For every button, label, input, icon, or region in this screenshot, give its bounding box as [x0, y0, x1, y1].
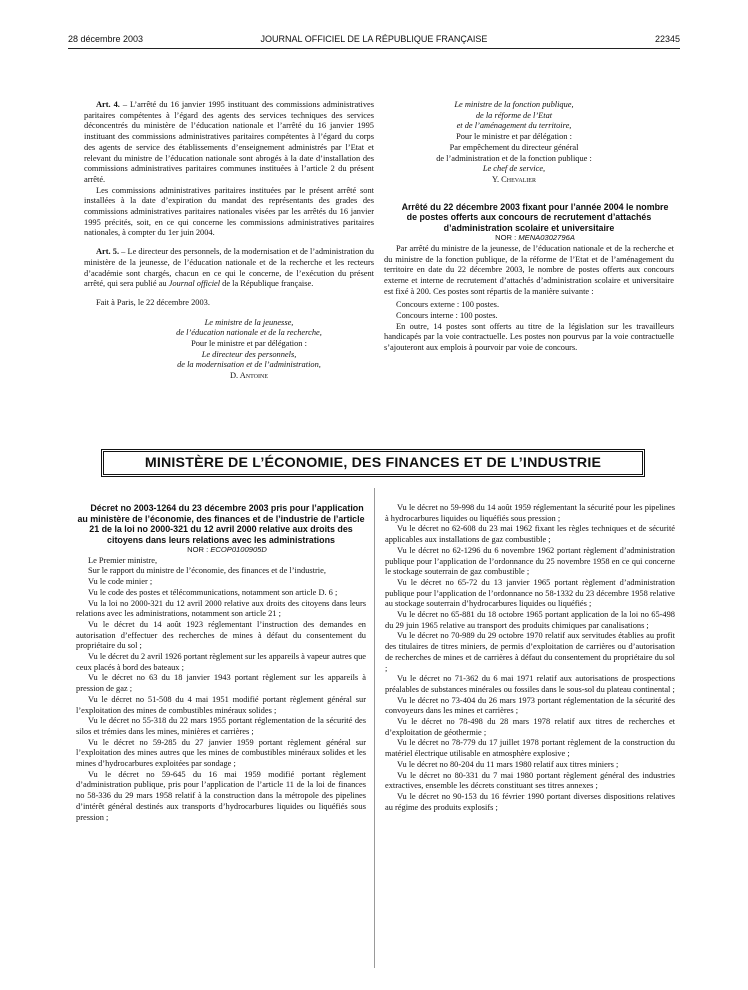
- visa-paragraph: Vu le décret du 2 avril 1926 portant règlement sur les appareils à vapeur autres que ceux placés à bord des bateaux ;: [76, 652, 366, 672]
- visa-paragraph: Vu le décret no 55-318 du 22 mars 1955 portant réglementation de la sécurité des silos et trémies dans les mines, minières et carrières ;: [76, 716, 366, 736]
- decret-visas-left: [76, 556, 366, 824]
- visa-paragraph: Vu le décret no 90-153 du 16 février 1990 portant diverses dispositions relatives au régime des produits explosifs ;: [385, 791, 675, 812]
- visa-paragraph: Vu le décret no 80-204 du 11 mars 1980 relatif aux titres miniers ;: [397, 759, 619, 769]
- article-4-text: – L’arrêté du 16 janvier 1995 instituant des commissions administratives paritaires compétentes à l’égard des agents des services techniques des services déconcentrés du ministère de l’éducation nationale et l’arrêté du 16 janvier 1995 instituant des commissions administratives paritaires compétentes à l’égard du corps des agents de service des établissements d’enseignement administrés par l’Etat et relevant du ministre de l’éducation nationale sont abrogés à la date d’installation des commissions administratives paritaires communes instituées à l’article 2 du présent arrêté.: [84, 100, 374, 184]
- article-4-paragraph-2: Les commissions administratives paritaires instituées par le présent arrêté sont installées à la date d’expiration du mandat des représentants des grades des commissions administratives paritaires nationales visées par les arrêtés du 16 janvier 1995 précités, soit, en ce qui concerne les commissions administratives paritaires nationales, à compter du 1er juin 2004.: [84, 185, 374, 238]
- bottom-left-column: [76, 503, 366, 823]
- article-5-end: de la République française.: [220, 279, 314, 289]
- bottom-right-column: [385, 503, 675, 813]
- arrete-paragraph: En outre, 14 postes sont offerts au titre de la législation sur les travailleurs handicapés par la voie contractuelle. Les postes non pourvus par la voie contractuelle s’ajouteront aux emplois à pourvoir par voie de concours.: [384, 321, 674, 353]
- arrete-title: Arrêté du 22 décembre 2003 fixant pour l’année 2004 le nombre de postes offerts aux concours de recrutement d’attachés d’administration scolaire et universitaire: [401, 201, 669, 233]
- ministry-banner: MINISTÈRE DE L’ÉCONOMIE, DES FINANCES ET DE L’INDUSTRIE: [101, 449, 645, 477]
- signature-line: Par empêchement du directeur général: [449, 142, 579, 152]
- visa-paragraph: Vu le décret no 70-989 du 29 octobre 1970 relatif aux servitudes établies au profit des titulaires de titres miniers, de permis d’exploitation de carrières ou d’autorisation de recherches de mines et de carrières à défaut du consentement du propriétaire du sol ;: [385, 631, 675, 673]
- visa-paragraph: Vu le décret no 80-331 du 7 mai 1980 portant règlement général des industries extractives, ensemble les décrets constituant ses titres annexes ;: [385, 770, 675, 791]
- visa-paragraph: Vu le décret no 65-72 du 13 janvier 1965 portant règlement d’administration publique pour l’application de l’ordonnance no 58-1332 du 23 décembre 1958 relative au stockage souterrain d’hydrocarbures liquides ou liquéfiés ;: [385, 577, 675, 609]
- article-5-text: – Le directeur des personnels, de la modernisation et de l’administration du ministère de la jeunesse, de l’éducation nationale et de la recherche et les recteurs d’académie sont chargés, chacun en ce qui le concerne, de l’exécution du présent arrêté, qui sera publié au: [84, 247, 374, 289]
- page-header: [68, 34, 680, 48]
- column-divider: [374, 488, 375, 968]
- visa-paragraph: Vu le décret no 73-404 du 26 mars 1973 portant réglementation de la sécurité des convoyeurs dans les mines et carrières ;: [385, 695, 675, 716]
- signature-line: Le chef de service,: [482, 164, 546, 174]
- header-page-number: 22345: [654, 34, 680, 44]
- nor-label: NOR :: [495, 233, 519, 243]
- signature-block-right: [384, 100, 674, 186]
- arrete-nor: [384, 233, 674, 244]
- signature-line: Le ministre de la fonction publique,: [454, 100, 574, 109]
- signature-line: de la modernisation et de l’administration,: [177, 360, 321, 370]
- visa-paragraph: Vu le décret no 59-998 du 14 août 1959 réglementant la sécurité pour les pipelines à hydrocarbures liquides ou liquéfiés sous pression ;: [385, 503, 675, 523]
- header-date: 28 décembre 2003: [68, 34, 144, 44]
- visa-paragraph: Vu le décret no 78-498 du 28 mars 1978 relatif aux titres de recherches et d’exploitation de géothermie ;: [385, 717, 675, 737]
- signature-line: de la réforme de l’Etat: [475, 110, 553, 120]
- header-journal-title: JOURNAL OFFICIEL DE LA RÉPUBLIQUE FRANÇAISE: [260, 34, 488, 44]
- decret-nor: [76, 545, 366, 556]
- article-4: [84, 100, 374, 186]
- article-5-label: Art. 5.: [96, 247, 120, 257]
- signature-line: Pour le ministre et par délégation :: [456, 132, 572, 142]
- signature-line: Le directeur des personnels,: [201, 349, 297, 359]
- visa-paragraph: Vu le décret no 59-285 du 27 janvier 1959 portant règlement général sur l’exploitation des mines autres que les mines de combustibles minéraux solides et les mines d’hydrocarbures exploitées par sondage ;: [76, 737, 366, 769]
- article-4-label: Art. 4.: [96, 100, 120, 109]
- signature-line: de l’administration et de la fonction publique :: [436, 153, 592, 163]
- visa-paragraph: Vu le décret no 62-608 du 23 mai 1962 fixant les règles techniques et de sécurité applicables aux installations de gaz combustible ;: [385, 524, 675, 545]
- signatory-name: D. Antoine: [229, 371, 269, 381]
- top-right-column: [384, 100, 674, 354]
- visa-paragraph: Vu le code minier ;: [88, 577, 153, 587]
- signature-line: Pour le ministre et par délégation :: [191, 339, 307, 349]
- visa-paragraph: Vu le décret no 51-508 du 4 mai 1951 modifié portant règlement général sur l’exploitation des mines de combustibles minéraux solides ;: [76, 694, 366, 715]
- nor-value: MENA0302796A: [518, 233, 575, 243]
- visa-paragraph: Sur le rapport du ministre de l’économie, des finances et de l’industrie,: [88, 566, 326, 576]
- decret-visas-right: [385, 503, 675, 813]
- decret-title: Décret no 2003-1264 du 23 décembre 2003 pris pour l’application au ministère de l’économie, des finances et de l’industrie de l’article 21 de la loi no 2000-321 du 12 avril 2000 relative aux droits des citoyens dans leurs relations avec les administrations: [77, 503, 365, 545]
- signature-block-left: [84, 318, 374, 382]
- visa-paragraph: Vu la loi no 2000-321 du 12 avril 2000 relative aux droits des citoyens dans leurs relations avec les administrations, notamment son article 21 ;: [76, 598, 366, 619]
- nor-value: ECOP0100905D: [210, 545, 267, 554]
- visa-paragraph: Le Premier ministre,: [88, 555, 158, 565]
- header-rule: [68, 48, 680, 49]
- arrete-paragraph: Par arrêté du ministre de la jeunesse, de l’éducation nationale et de la recherche et du ministre de la fonction publique, de la réforme de l’Etat et de l’aménagement du territoire en date du 22 décembre 2003, le nombre de postes offerts aux concours externe et interne de recrutement d’attachés d’administration scolaire et universitaire est fixé à 200. Ces postes sont répartis de la manière suivante :: [384, 243, 674, 296]
- visa-paragraph: Vu le décret no 59-645 du 16 mai 1959 modifié portant règlement d’administration publique, pris pour l’application de l’article 11 de la loi de finances no 58-336 du 29 mars 1958 relatif à la construction dans la métropole des pipelines d’intérêt général destinés aux transports d’hydrocarbures liquides ou liquéfiés sous pression ;: [76, 769, 366, 822]
- visa-paragraph: Vu le décret no 78-779 du 17 juillet 1978 portant règlement de la construction du matériel électrique utilisable en atmosphère explosive ;: [385, 738, 675, 759]
- top-left-column: [84, 100, 374, 382]
- visa-paragraph: Vu le décret du 14 août 1923 réglementant l’instruction des demandes en autorisation d’effectuer des recherches de mines à défaut du consentement du propriétaire du sol ;: [76, 619, 366, 651]
- visa-paragraph: Vu le décret no 65-881 du 18 octobre 1965 portant application de la loi no 65-498 du 29 juin 1965 relative au transport des produits chimiques par canalisations ;: [385, 610, 675, 630]
- arrete-paragraph: Concours externe : 100 postes.: [396, 300, 500, 310]
- signature-line: de l’éducation nationale et de la recherche,: [176, 328, 322, 338]
- article-5-journal: Journal officiel: [168, 279, 221, 289]
- fait-a-paris: Fait à Paris, le 22 décembre 2003.: [96, 297, 210, 307]
- article-5: [84, 247, 374, 290]
- arrete-paragraph: Concours interne : 100 postes.: [396, 311, 498, 321]
- signature-line: et de l’aménagement du territoire,: [456, 121, 572, 131]
- signatory-name: Y. Chevalier: [492, 174, 536, 184]
- visa-paragraph: Vu le décret no 63 du 18 janvier 1943 portant règlement sur les appareils à pression de gaz ;: [76, 673, 366, 694]
- visa-paragraph: Vu le code des postes et télécommunications, notamment son article D. 6 ;: [88, 587, 338, 597]
- visa-paragraph: Vu le décret no 71-362 du 6 mai 1971 relatif aux autorisations de prospections préalables de substances minérales ou fossiles dans le sous-sol du plateau continental ;: [385, 674, 675, 694]
- visa-paragraph: Vu le décret no 62-1296 du 6 novembre 1962 portant règlement d’administration publique pour l’application de l’ordonnance du 25 novembre 1958 en ce qui concerne le stockage souterrain de gaz combustible ;: [385, 545, 675, 577]
- signature-line: Le ministre de la jeunesse,: [204, 317, 294, 327]
- nor-label: NOR :: [187, 545, 211, 554]
